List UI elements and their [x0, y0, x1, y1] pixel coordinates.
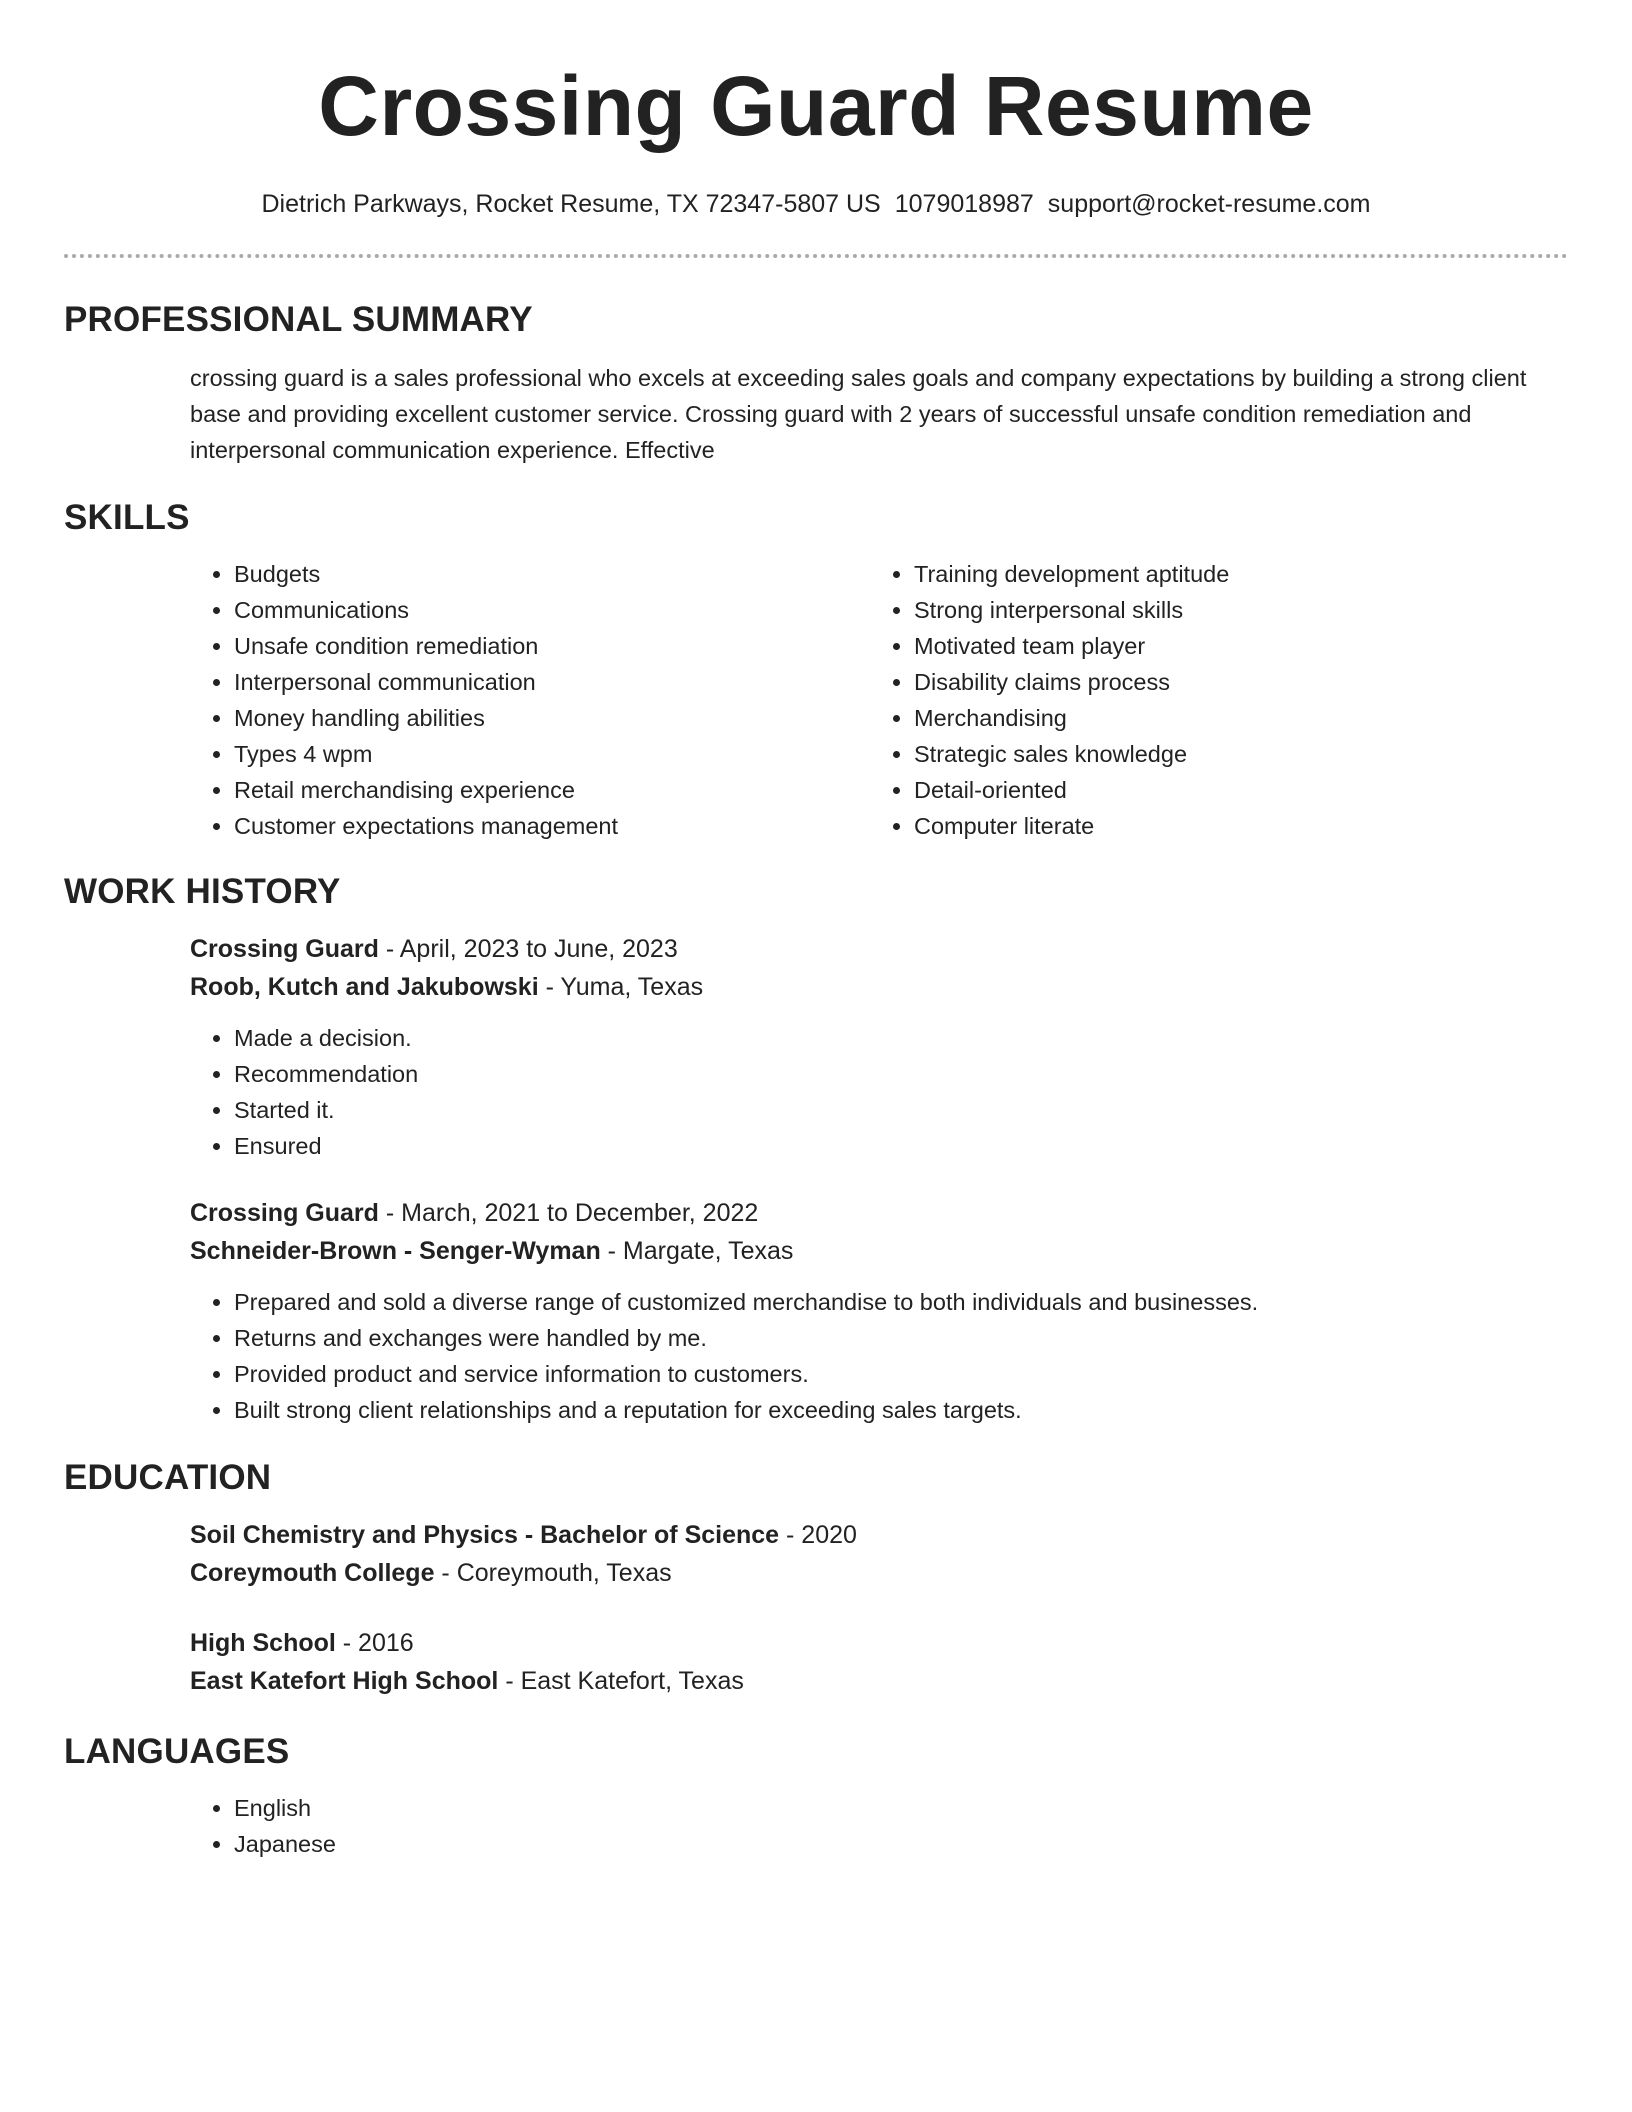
degree: High School	[190, 1629, 336, 1657]
resume-title: Crossing Guard Resume	[318, 59, 1314, 153]
contact-line	[64, 188, 1568, 220]
education-entry	[190, 1516, 1568, 1592]
job-company: Schneider-Brown - Senger-Wyman	[190, 1237, 601, 1265]
skills-column-right	[870, 556, 1550, 844]
job-bullets	[190, 1020, 1568, 1164]
language-item: • Japanese	[234, 1826, 1568, 1862]
skill-item: • Disability claims process	[914, 664, 1550, 700]
summary-heading: PROFESSIONAL SUMMARY	[64, 300, 533, 339]
degree-line	[190, 1624, 1568, 1662]
degree: Soil Chemistry and Physics - Bachelor of Science	[190, 1521, 780, 1549]
skill-item: • Motivated team player	[914, 628, 1550, 664]
job-bullets	[190, 1284, 1568, 1428]
languages-list	[190, 1790, 1568, 1862]
skills-heading: SKILLS	[64, 498, 190, 537]
school-line	[190, 1662, 1568, 1700]
job-bullet: • Prepared and sold a diverse range of customized merchandise to both individuals and businesses.	[234, 1284, 1568, 1320]
contact-phone: 1079018987	[894, 190, 1034, 218]
job-bullet: • Made a decision.	[234, 1020, 1568, 1056]
skills-column-left	[190, 556, 870, 844]
skills-grid	[64, 556, 1568, 844]
work-body	[64, 930, 1568, 1428]
skills-section	[64, 496, 1568, 844]
languages-section	[64, 1730, 1568, 1862]
school: East Katefort High School	[190, 1667, 499, 1695]
school-line	[190, 1554, 1568, 1592]
contact-address: Dietrich Parkways, Rocket Resume, TX 72347-5807 US	[261, 190, 881, 218]
skill-item: • Retail merchandising experience	[234, 772, 870, 808]
job-title-line	[190, 1194, 1568, 1232]
job-bullet: • Built strong client relationships and a reputation for exceeding sales targets.	[234, 1392, 1568, 1428]
education-heading: EDUCATION	[64, 1458, 272, 1497]
skill-item: • Money handling abilities	[234, 700, 870, 736]
job-company: Roob, Kutch and Jakubowski	[190, 973, 539, 1001]
job-bullet: • Ensured	[234, 1128, 1568, 1164]
job-dates: - March, 2021 to December, 2022	[378, 1199, 759, 1227]
summary-body	[64, 360, 1568, 468]
education-section	[64, 1456, 1568, 1700]
skill-item: • Merchandising	[914, 700, 1550, 736]
skill-item: • Interpersonal communication	[234, 664, 870, 700]
job-location: - Yuma, Texas	[538, 973, 704, 1001]
job-title: Crossing Guard	[190, 1199, 379, 1227]
summary-section	[64, 298, 1568, 468]
work-heading: WORK HISTORY	[64, 872, 341, 911]
job-bullet: • Started it.	[234, 1092, 1568, 1128]
job-bullet: • Recommendation	[234, 1056, 1568, 1092]
job-entry	[190, 930, 1568, 1164]
languages-body	[64, 1790, 1568, 1862]
job-company-line	[190, 1232, 1568, 1270]
education-body	[64, 1516, 1568, 1700]
job-dates: - April, 2023 to June, 2023	[378, 935, 678, 963]
job-company-line	[190, 968, 1568, 1006]
skill-item: • Customer expectations management	[234, 808, 870, 844]
school: Coreymouth College	[190, 1559, 435, 1587]
job-bullet: • Returns and exchanges were handled by me.	[234, 1320, 1568, 1356]
school-location: - East Katefort, Texas	[498, 1667, 744, 1695]
work-section	[64, 870, 1568, 1428]
skill-item: • Communications	[234, 592, 870, 628]
skill-item: • Strong interpersonal skills	[914, 592, 1550, 628]
job-location: - Margate, Texas	[600, 1237, 794, 1265]
skill-item: • Types 4 wpm	[234, 736, 870, 772]
degree-year: - 2016	[335, 1629, 414, 1657]
skill-item: • Detail-oriented	[914, 772, 1550, 808]
summary-text: crossing guard is a sales professional who excels at exceeding sales goals and company expectations by building a strong client base and providing excellent customer service. Crossing guard with 2 years of successful unsafe condition remediation and interpersonal communication experience. Effective	[190, 365, 1527, 463]
languages-heading: LANGUAGES	[64, 1732, 290, 1771]
contact-email: support@rocket-resume.com	[1047, 190, 1371, 218]
degree-line	[190, 1516, 1568, 1554]
job-entry	[190, 1194, 1568, 1428]
education-entry	[190, 1624, 1568, 1700]
skill-item: • Unsafe condition remediation	[234, 628, 870, 664]
skill-item: • Strategic sales knowledge	[914, 736, 1550, 772]
language-item: • English	[234, 1790, 1568, 1826]
skill-item: • Computer literate	[914, 808, 1550, 844]
skills-list-left	[190, 556, 870, 844]
job-title: Crossing Guard	[190, 935, 379, 963]
skill-item: • Budgets	[234, 556, 870, 592]
skill-item: • Training development aptitude	[914, 556, 1550, 592]
header-divider	[64, 254, 1568, 258]
job-title-line	[190, 930, 1568, 968]
degree-year: - 2020	[779, 1521, 857, 1549]
job-bullet: • Provided product and service information to customers.	[234, 1356, 1568, 1392]
school-location: - Coreymouth, Texas	[434, 1559, 672, 1587]
skills-list-right	[870, 556, 1550, 844]
